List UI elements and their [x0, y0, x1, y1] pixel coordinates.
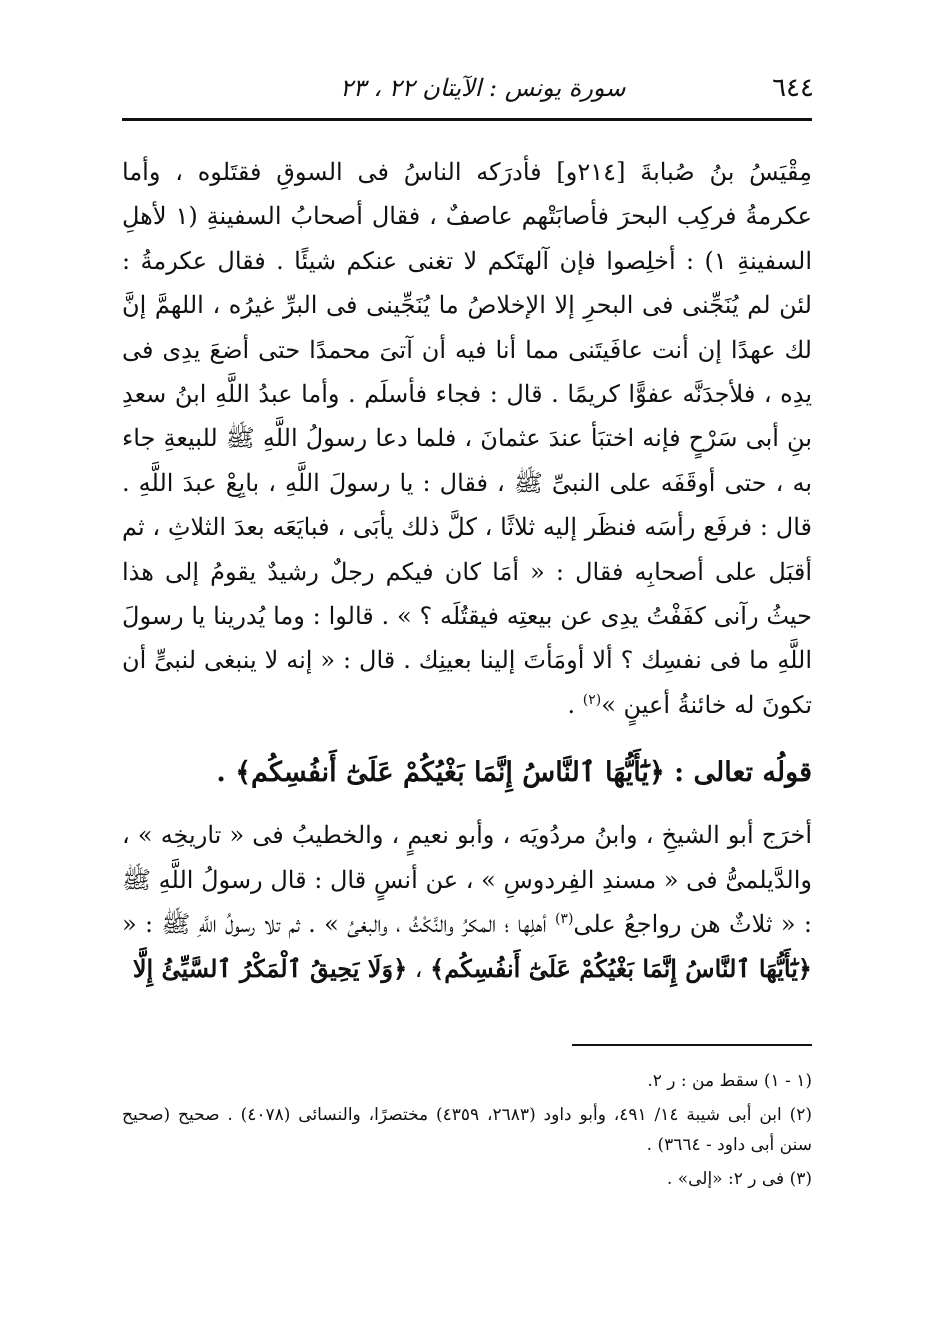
paragraph-2-text-b: أهلِها ؛ المكرُ والنَّكْثُ ، والبغىُ » . ثم تلا رسولُ اللَّهِ ﷺ : « — [122, 910, 555, 939]
running-title: سورة يونس : الآيتان ٢٢ ، ٢٣ — [340, 74, 626, 102]
header-rule — [122, 118, 812, 121]
footnotes — [122, 1066, 812, 1198]
paragraph-1-end: . — [567, 690, 583, 719]
heading-verse: ﴿يَٰٓأَيُّهَا ٱلنَّاسُ إِنَّمَا بَغْيُكُمْ عَلَىٰٓ أَنفُسِكُم﴾ — [235, 757, 665, 789]
paragraph-1 — [122, 150, 812, 727]
footnote-2: (٢) ابن أبى شيبة ١٤/ ٤٩١، وأبو داود (٢٦٨٣، ٤٣٥٩) مختصرًا، والنسائى (٤٠٧٨) . صحيح (صحيح سنن أبى داود - ٣٦٦٤) . — [122, 1105, 812, 1155]
page-header — [120, 62, 814, 114]
paragraph-2-verse-2: ﴿وَلَا يَحِيقُ ٱلْمَكْرُ ٱلسَّيِّئُ إِلَّا — [132, 953, 408, 983]
heading-end: . — [216, 757, 236, 789]
paragraph-2-verse-1: ﴿يَٰٓأَيُّهَا ٱلنَّاسُ إِنَّمَا بَغْيُكُمْ عَلَىٰٓ أَنفُسِكُم﴾ — [430, 953, 812, 983]
paragraph-1-text: مِقْيَسُ بنُ صُبابةَ [٢١٤و] فأدرَكه الناسُ فى السوقِ فقتَلوه ، وأما عكرمةُ فركِب البحرَ فأصابَتْهم عاصفٌ ، فقال أصحابُ السفينةِ (١ لأهلِ السفينةِ ١) : أخلِصوا فإن آلهتَكم لا تغنى عنكم شيئًا . فقال عكرمةُ : لئن لم يُنَجِّنى فى البحرِ إلا الإخلاصُ ما يُنَجِّينى فى البرِّ غيرُه ، اللهمَّ إنَّ لك عهدًا إن أنت عافَيتَنى مما أنا فيه أن آتىَ محمدًا حتى أضعَ يدِى فى يدِه ، فلأجدَنَّه عفوًّا كريمًا . قال : فجاء فأسلَم . وأما عبدُ اللَّهِ ابنُ سعدِ بنِ أبى سَرْحٍ فإنه اختبَأ عندَ عثمانَ ، فلما دعا رسولُ اللَّهِ ﷺ للبيعةِ جاء به ، حتى أوقَفَه على النبىِّ ﷺ ، فقال : يا رسولَ اللَّهِ ، بايِعْ عبدَ اللَّهِ . قال : فرفَع رأسَه فنظَر إليه ثلاثًا ، كلَّ ذلك يأبَى ، فبايَعَه بعدَ الثلاثِ ، ثم أقبَل على أصحابِه فقال : « أمَا كان فيكم رجلٌ رشيدٌ يقومُ إلى هذا حيثُ رآنى كفَفْتُ يدِى عن بيعتِه فيقتُلَه ؟ » . قالوا : وما يُدرينا يا رسولَ اللَّهِ ما فى نفسِك ؟ ألا أومَأتَ إلينا بعينِك . قال : « إنه لا ينبغى لنبىٍّ أن تكونَ له خائنةُ أعينٍ » — [122, 158, 813, 719]
footnote-3: (٣) فى ر ٢: «إلى» . — [666, 1169, 812, 1189]
footnote-marker-3: (٣) — [554, 911, 574, 928]
footnote-marker-2: (٢) — [582, 691, 602, 708]
main-text — [122, 150, 812, 991]
heading-intro: قولُه تعالى : — [664, 757, 812, 789]
paragraph-2-separator: ، — [407, 954, 431, 983]
paragraph-2 — [122, 813, 812, 991]
page-number: ٦٤٤ — [772, 73, 814, 103]
footnote-1: (١ - ١) سقط من : ر ٢. — [647, 1071, 812, 1091]
footnote-rule — [572, 1044, 812, 1046]
verse-heading — [122, 749, 812, 797]
paragraph-2-text-a: أخرَج أبو الشيخِ ، وابنُ مردُويَه ، وأبو نعيمٍ ، والخطيبُ فى « تاريخِه » ، والدَّيلمىُّ فى « مسندِ الفِردوسِ » ، عن أنسٍ قال : قال رسولُ اللَّهِ ﷺ : « ثلاثٌ هن رواجعُ على — [122, 821, 812, 939]
